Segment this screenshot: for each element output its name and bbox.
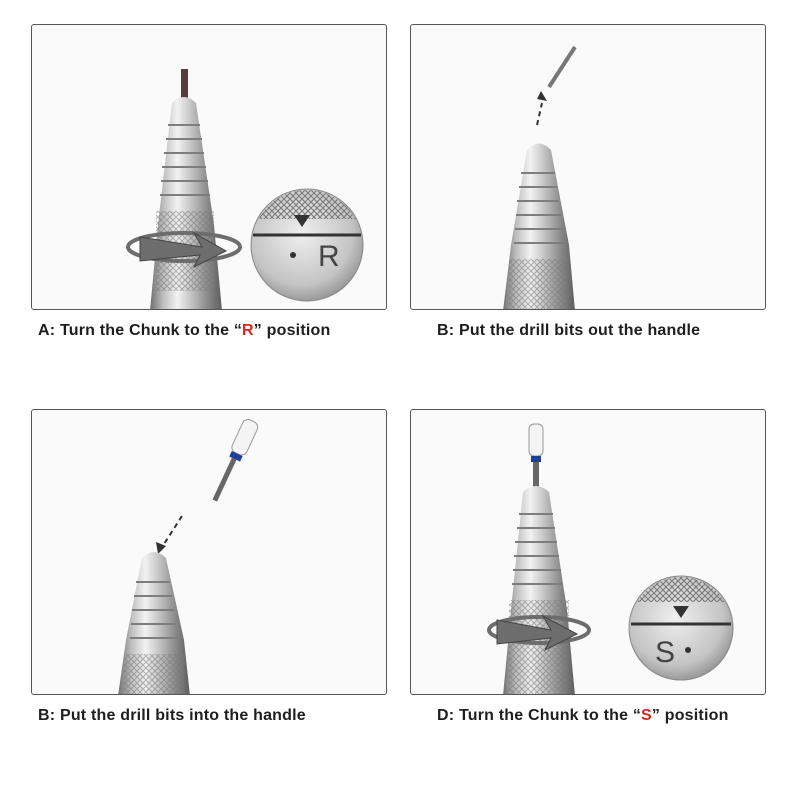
step-a-highlight: R bbox=[242, 322, 254, 339]
step-b-text: Put the drill bits out the handle bbox=[458, 322, 701, 339]
step-d-label: D: bbox=[437, 707, 455, 724]
insert-arrow-icon bbox=[156, 516, 182, 554]
step-a-label: A: bbox=[38, 322, 56, 339]
remove-arrow-icon bbox=[537, 91, 547, 125]
step-c-caption bbox=[38, 707, 306, 725]
step-b-label: B: bbox=[437, 322, 455, 339]
step-d-caption bbox=[437, 707, 729, 725]
svg-text:R: R bbox=[318, 240, 340, 273]
handpiece-illustration-d bbox=[411, 410, 766, 695]
step-b-panel bbox=[410, 24, 766, 310]
step-c-text: Put the drill bits into the handle bbox=[59, 707, 306, 724]
step-a-caption bbox=[38, 322, 330, 340]
handpiece-illustration-a bbox=[32, 25, 387, 310]
step-a-text: Turn the Chunk to the “ bbox=[59, 322, 243, 339]
step-c-panel bbox=[31, 409, 387, 695]
step-d-highlight: S bbox=[641, 707, 652, 724]
svg-text:S: S bbox=[655, 636, 676, 669]
step-c-label: B: bbox=[38, 707, 56, 724]
step-a-panel bbox=[31, 24, 387, 310]
dial-zoom-r bbox=[251, 189, 363, 301]
handpiece-illustration-b bbox=[411, 25, 766, 310]
handpiece-illustration-c bbox=[32, 410, 387, 695]
step-d-text-end: ” position bbox=[651, 707, 729, 724]
step-a-text-end: ” position bbox=[253, 322, 331, 339]
step-d-panel bbox=[410, 409, 766, 695]
dial-zoom-s bbox=[629, 576, 733, 680]
step-b-caption bbox=[437, 322, 700, 340]
step-d-text: Turn the Chunk to the “ bbox=[458, 707, 642, 724]
